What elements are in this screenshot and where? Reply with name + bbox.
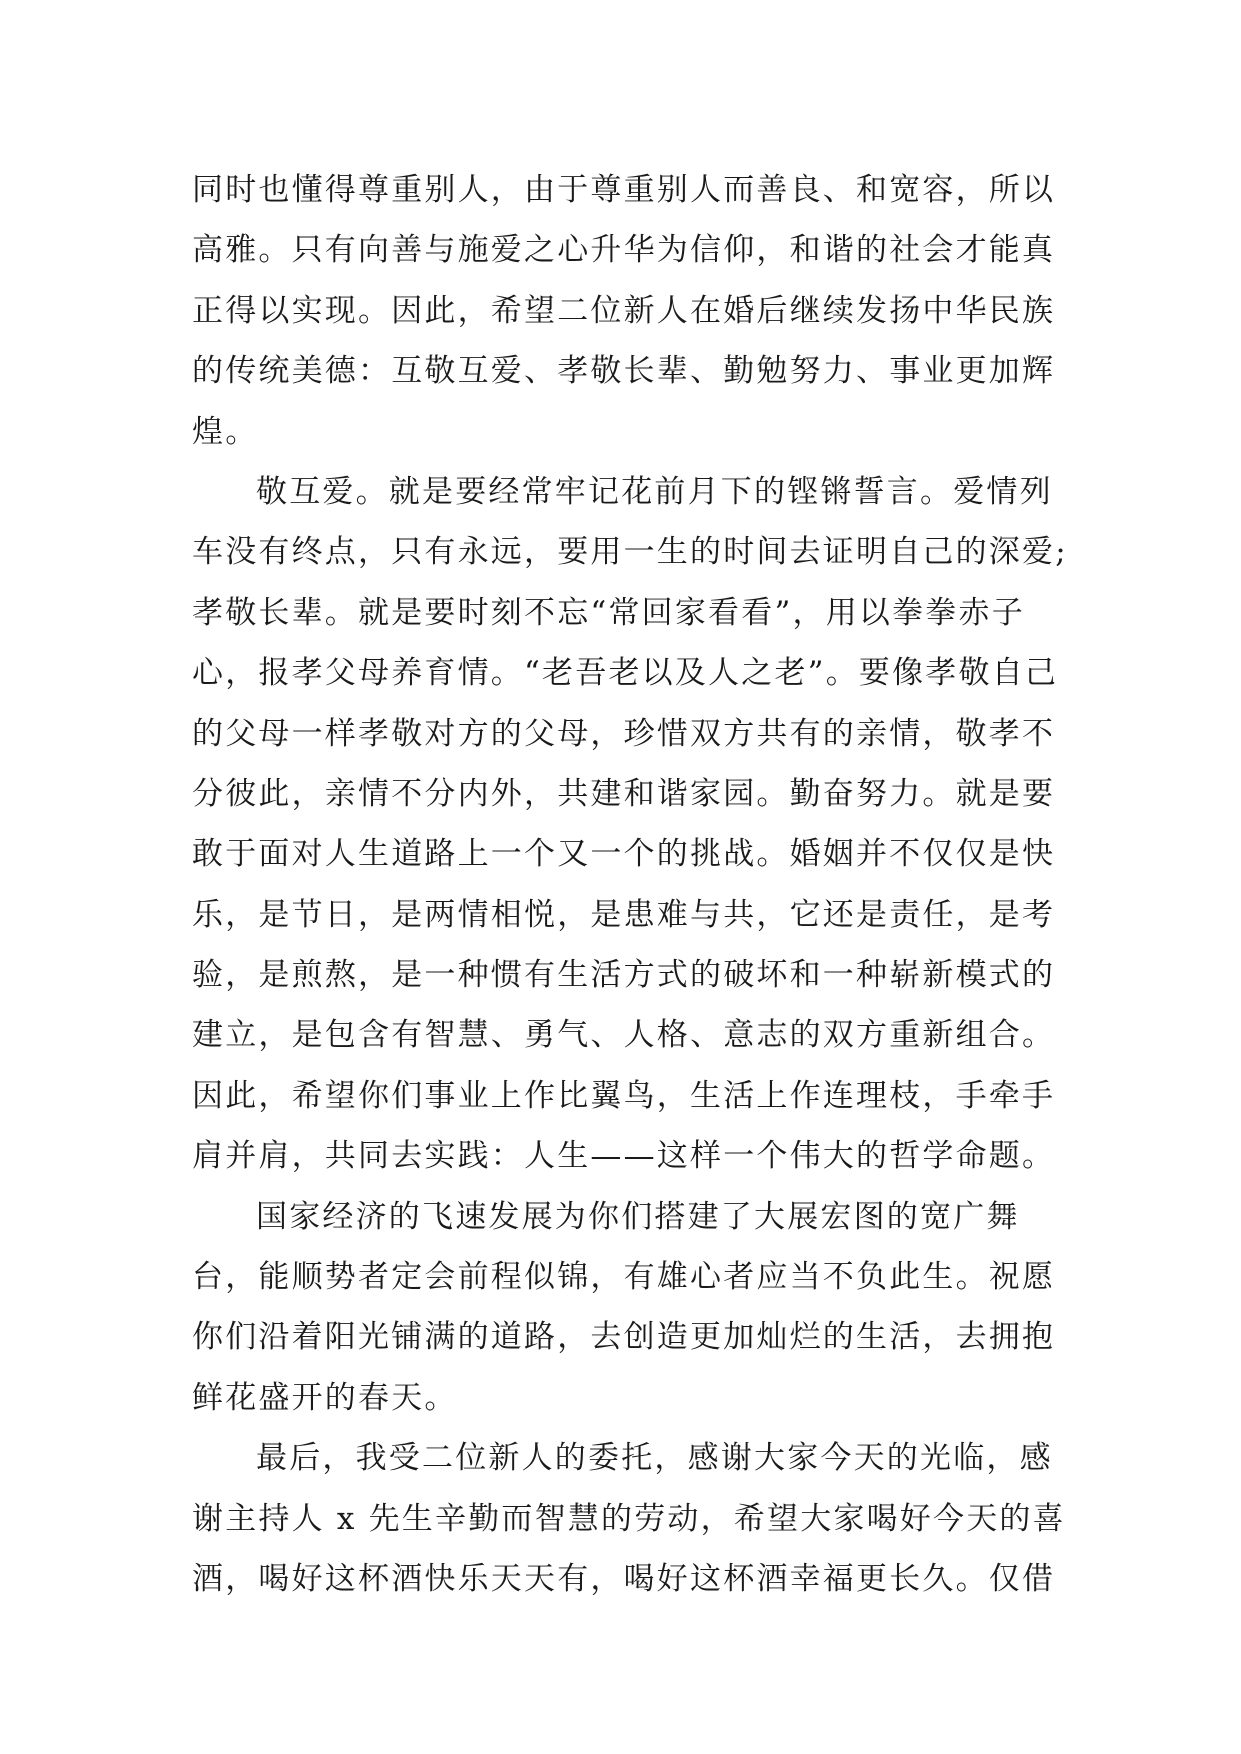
paragraph-2-line-11: 因此，希望你们事业上作比翼鸟，生活上作连理枝，手牵手 [192, 1077, 1056, 1114]
paragraph-2-line-9: 验，是煎熬，是一种惯有生活方式的破坏和一种崭新模式的 [192, 957, 1056, 994]
paragraph-2-line-12: 肩并肩，共同去实践：人生——这样一个伟大的哲学命题。 [192, 1138, 1056, 1175]
paragraph-1-line-3: 正得以实现。因此，希望二位新人在婚后继续发扬中华民族 [192, 292, 1056, 329]
paragraph-2-line-3: 孝敬长辈。就是要时刻不忘“常回家看看”，用以拳拳赤子 [192, 594, 1025, 631]
paragraph-1-line-2: 高雅。只有向善与施爱之心升华为信仰，和谐的社会才能真 [192, 232, 1056, 269]
paragraph-4-line-1: 最后，我受二位新人的委托，感谢大家今天的光临，感 [256, 1440, 1053, 1477]
paragraph-3-line-4: 鲜花盛开的春天。 [192, 1379, 458, 1416]
paragraph-2-line-6: 分彼此，亲情不分内外，共建和谐家园。勤奋努力。就是要 [192, 775, 1056, 812]
paragraph-2-line-2: 车没有终点，只有永远，要用一生的时间去证明自己的深爱; [192, 534, 1068, 571]
paragraph-3-line-2: 台，能顺势者定会前程似锦，有雄心者应当不负此生。祝愿 [192, 1259, 1056, 1296]
paragraph-1-line-4: 的传统美德：互敬互爱、孝敬长辈、勤勉努力、事业更加辉 [192, 353, 1056, 390]
body-text [192, 160, 1072, 1609]
paragraph-3-line-1: 国家经济的飞速发展为你们搭建了大展宏图的宽广舞 [256, 1198, 1020, 1235]
paragraph-3-line-3: 你们沿着阳光铺满的道路，去创造更加灿烂的生活，去拥抱 [192, 1319, 1056, 1356]
paragraph-2-line-4: 心，报孝父母养育情。“老吾老以及人之老”。要像孝敬自己 [192, 655, 1059, 692]
paragraph-1-line-1: 同时也懂得尊重别人，由于尊重别人而善良、和宽容，所以 [192, 172, 1056, 208]
paragraph-1-line-5: 煌。 [192, 413, 259, 450]
paragraph-2-line-10: 建立，是包含有智慧、勇气、人格、意志的双方重新组合。 [192, 1017, 1056, 1054]
paragraph-2-line-5: 的父母一样孝敬对方的父母，珍惜双方共有的亲情，敬孝不 [192, 715, 1056, 752]
paragraph-2-line-8: 乐，是节日，是两情相悦，是患难与共，它还是责任，是考 [192, 896, 1056, 933]
paragraph-4-line-2: 谢主持人 x 先生辛勤而智慧的劳动，希望大家喝好今天的喜 [192, 1500, 1066, 1537]
paragraph-2-line-7: 敢于面对人生道路上一个又一个的挑战。婚姻并不仅仅是快 [192, 836, 1056, 873]
paragraph-2-line-1: 敬互爱。就是要经常牢记花前月下的铿锵誓言。爱情列 [256, 473, 1053, 510]
paragraph-4-line-3: 酒，喝好这杯酒快乐天天有，喝好这杯酒幸福更长久。仅借 [192, 1560, 1056, 1597]
